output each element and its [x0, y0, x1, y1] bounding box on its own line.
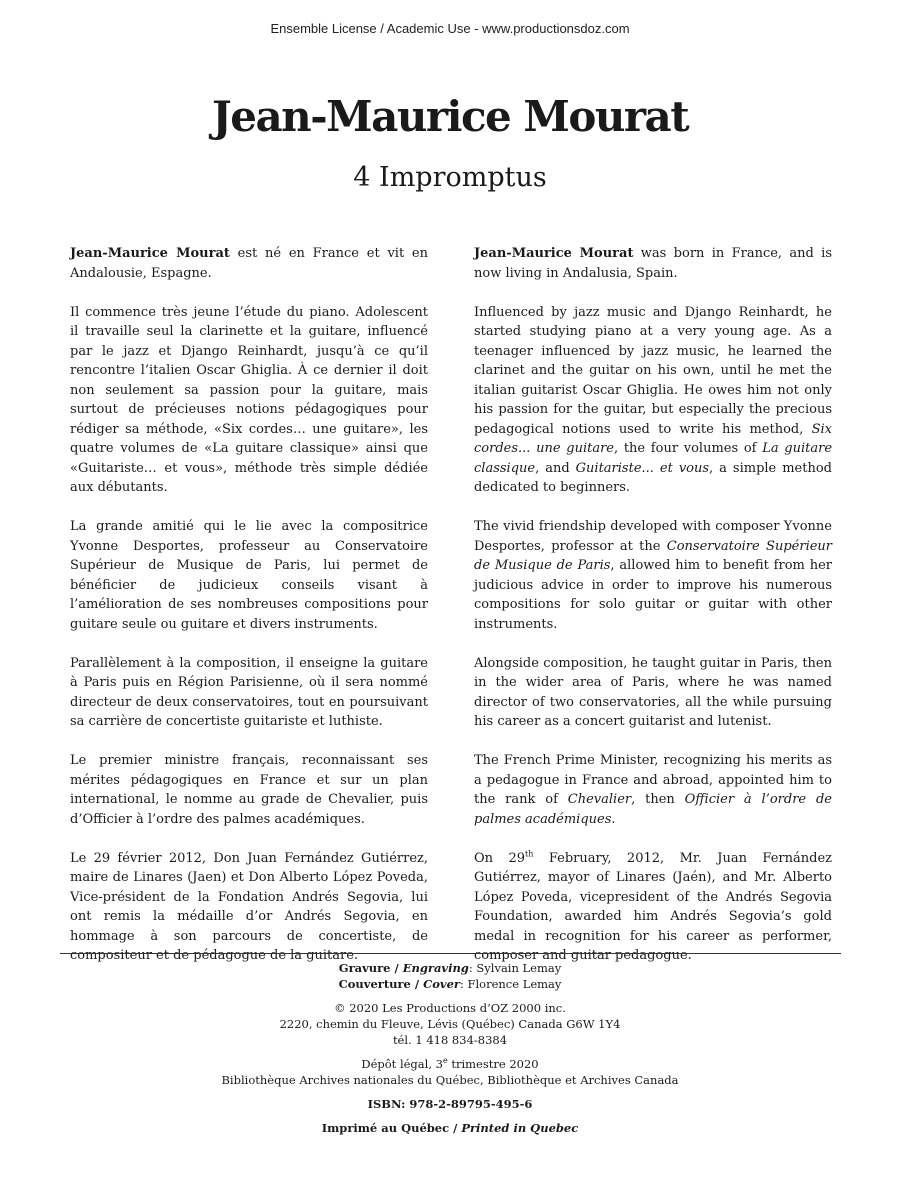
- fr-paragraph-1: Jean-Maurice Mourat est né en France et vit en Andalousie, Espagne.: [70, 246, 428, 281]
- engraving-credit: Gravure / Engraving: Sylvain Lemay: [338, 961, 562, 975]
- printed-in: Imprimé au Québec / Printed in Quebec: [321, 1121, 579, 1135]
- composer-title: Jean-Maurice Mourat: [211, 92, 689, 141]
- en-composer-name: Jean-Maurice Mourat: [474, 246, 634, 261]
- en-paragraph-5: The French Prime Minister, recognizing his merits as a pedagogue in France and abroad, appointed him to the rank of Chevalier, then Officier à l’ordre de palmes académiques.: [474, 753, 832, 827]
- fr-composer-name: Jean-Maurice Mourat: [70, 246, 230, 261]
- legal-deposit: Dépôt légal, 3e trimestre 2020: [361, 1056, 539, 1071]
- cover-credit: Couverture / Cover: Florence Lemay: [338, 977, 562, 991]
- archives-line: Bibliothèque Archives nationales du Québec, Bibliothèque et Archives Canada: [221, 1073, 679, 1087]
- en-paragraph-1: Jean-Maurice Mourat was born in France, and is now living in Andalusia, Spain.: [474, 246, 832, 281]
- fr-paragraph-3: La grande amitié qui le lie avec la compositrice Yvonne Desportes, professeur au Conservatoire Supérieur de Musique de Paris, lui permet de bénéficier de judicieux conseils visant à l’amélioration de ses nombreuses compositions pour guitare seule ou guitare et divers instruments.: [70, 519, 428, 632]
- fr-paragraph-2: Il commence très jeune l’étude du piano. Adolescent il travaille seul la clarinette et la guitare, influencé par le jazz et Django Reinhardt, jusqu’à ce qu’il rencontre l’italien Oscar Ghiglia. À ce dernier il doit non seulement sa passion pour la guitare, mais surtout de précieuses notions pédagogiques pour rédiger sa méthode, «Six cordes… une guitare», les quatre volumes de «La guitare classique» ainsi que «Guitariste… et vous», méthode très simple dédiée aux débutants.: [70, 304, 428, 495]
- isbn: ISBN: 978-2-89795-495-6: [367, 1097, 533, 1111]
- license-notice: Ensemble License / Academic Use - www.productionsdoz.com: [270, 21, 630, 36]
- divider-rule: [60, 953, 841, 954]
- publisher-address: 2220, chemin du Fleuve, Lévis (Québec) Canada G6W 1Y4: [279, 1017, 621, 1031]
- english-biography: [474, 244, 832, 985]
- french-biography: [70, 244, 428, 985]
- en-paragraph-6: On 29th February, 2012, Mr. Juan Fernández Gutiérrez, mayor of Linares (Jaén), and Mr. Alberto López Poveda, vicepresident of the Andrés Segovia Foundation, awarded him Andrés Segovia’s gold medal in recognition for his career as performer, composer and guitar pedagogue.: [474, 849, 832, 963]
- en-paragraph-3: The vivid friendship developed with composer Yvonne Desportes, professor at the Conservatoire Supérieur de Musique de Paris, allowed him to benefit from her judicious advice in order to improve his numerous compositions for solo guitar or guitar with other instruments.: [474, 519, 833, 632]
- work-title: 4 Impromptus: [353, 162, 547, 193]
- en-paragraph-4: Alongside composition, he taught guitar in Paris, then in the wider area of Paris, where he was named director of two conservatories, all the while pursuing his career as a concert guitarist and lutenist.: [474, 655, 832, 729]
- fr-paragraph-5: Le premier ministre français, reconnaissant ses mérites pédagogiques en France et sur un plan international, le nomme au grade de Chevalier, puis d’Officier à l’ordre des palmes académiques.: [70, 753, 428, 827]
- credits-block: [0, 960, 900, 1136]
- fr-paragraph-6: Le 29 février 2012, Don Juan Fernández Gutiérrez, maire de Linares (Jaen) et Don Alberto López Poveda, Vice-président de la Fondation Andrés Segovia, lui ont remis la médaille d’or Andrés Segovia, en hommage à son parcours de concertiste, de compositeur et de pédagogue de la guitare.: [70, 850, 428, 963]
- fr-paragraph-4: Parallèlement à la composition, il enseigne la guitare à Paris puis en Région Parisienne, où il sera nommé directeur de deux conservatoires, tout en poursuivant sa carrière de concertiste guitariste et luthiste.: [70, 655, 428, 729]
- copyright-line: © 2020 Les Productions d’OZ 2000 inc.: [334, 1001, 566, 1015]
- publisher-phone: tél. 1 418 834-8384: [392, 1033, 508, 1047]
- en-paragraph-2: Influenced by jazz music and Django Reinhardt, he started studying piano at a very young age. As a teenager influenced by jazz music, he learned the clarinet and the guitar on his own, until he met the italian guitarist Oscar Ghiglia. He owes him not only his passion for the guitar, but especially the precious pedagogical notions used to write his method, Six cordes... une guitare, the four volumes of La guitare classique, and Guitariste... et vous, a simple method dedicated to beginners.: [474, 304, 833, 495]
